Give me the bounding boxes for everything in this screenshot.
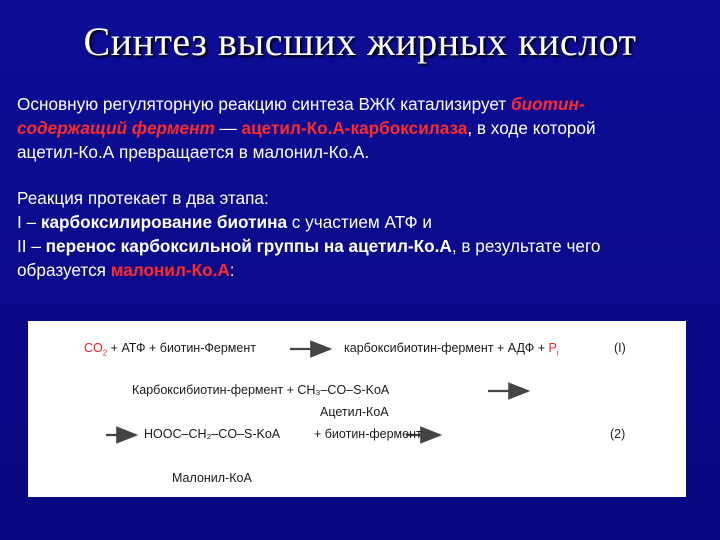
reaction3-number: (2) [610, 427, 626, 441]
slide-body [17, 92, 707, 282]
stage2-prefix: II – [17, 236, 46, 256]
p2-intro: Реакция протекает в два этапа: [17, 188, 269, 208]
reaction2-left: Карбоксибиотин-фермент + CH₃–CO–S-KoA [132, 383, 390, 397]
stage1-bold: карбоксилирование биотина [40, 212, 288, 232]
stage1-rest: с участием АТФ и [287, 212, 432, 232]
reaction1-right: карбоксибиотин-фермент + АДФ + $P_i$ [344, 341, 559, 358]
stage2-rest: , в результате чего [451, 236, 601, 256]
p1-text-c: ацетил-Ко.А превращается в малонил-Ко.А. [17, 142, 370, 162]
stage1-prefix: I – [17, 212, 41, 232]
stage2-line2: образуется [17, 260, 111, 280]
malonyl-coa-label: Малонил-КоА [172, 471, 252, 485]
reaction1-left: $CO_2$ + АТФ + биотин-Фермент [84, 341, 256, 358]
reaction-scheme [28, 321, 686, 497]
paragraph-regulatory-reaction [17, 92, 707, 164]
reaction1-number: (I) [614, 341, 626, 355]
p1-dash: — [214, 118, 242, 138]
stage2-product: малонил-Ко.А [110, 260, 230, 280]
acetyl-coa-label: Ацетил-КоА [320, 405, 389, 419]
slide-title: Синтез высших жирных кислот [83, 19, 637, 64]
reaction3-right: + биотин-фермент [314, 427, 422, 441]
p1-text-b: , в ходе которой [467, 118, 596, 138]
reaction3-left: HOOC–CH₂–CO–S-KoA [144, 427, 281, 441]
paragraph-stages [17, 186, 707, 282]
p1-text-a: Основную регуляторную реакцию синтеза ВЖК катализирует [17, 94, 512, 114]
stage2-bold: перенос карбоксильной группы на ацетил-Ко.А [45, 236, 452, 256]
p1-enzyme-name: ацетил-Ко.А-карбоксилаза [241, 118, 468, 138]
p1-enzyme-b: содержащий фермент [17, 118, 215, 138]
stage2-colon: : [229, 260, 235, 280]
p1-enzyme-a: биотин- [511, 94, 585, 114]
